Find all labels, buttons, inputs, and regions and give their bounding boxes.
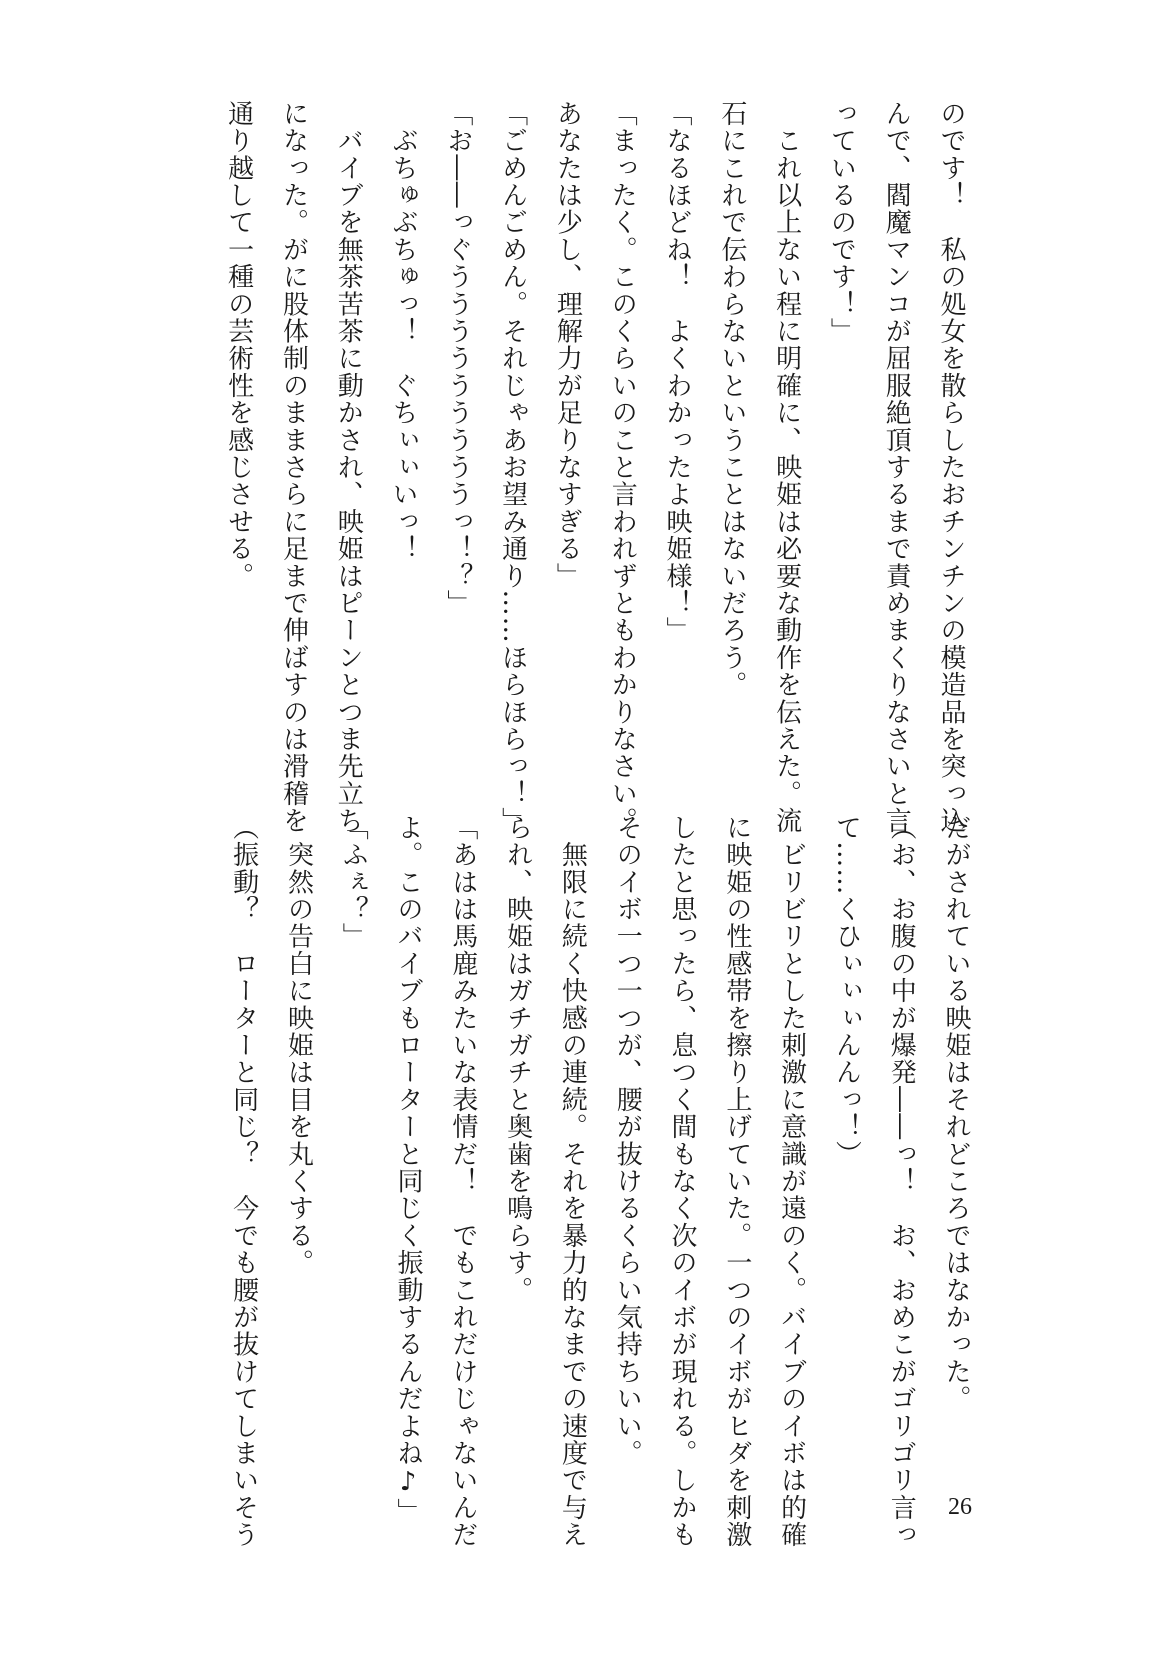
text-line: て……くひぃぃぃんんっ！） (831, 814, 862, 1168)
text-line: になった。がに股体制のままさらに足まで伸ばすのは滑稽を (278, 100, 309, 835)
text-line: に映姫の性感帯を擦り上げていた。一つのイボがヒダを刺激 (721, 814, 752, 1549)
text-line: 「ごめんごめん。それじゃあお望み通り……ほらほらっ！」 (497, 100, 528, 835)
text-line: んで、閻魔マンコが屈服絶頂するまで責めまくりなさいと言 (881, 100, 912, 835)
text-line: これ以上ない程に明確に、映姫は必要な動作を伝えた。流 (771, 100, 802, 835)
text-line: 「まったく。このくらいのこと言われずともわかりなさい。 (607, 100, 638, 835)
text-line: あなたは少し、理解力が足りなすぎる」 (552, 100, 583, 590)
text-line: られ、映姫はガチガチと奥歯を鳴らす。 (502, 814, 533, 1304)
text-line: ビリビリとした刺激に意識が遠のく。バイブのイボは的確 (776, 814, 807, 1549)
text-line: 突然の告白に映姫は目を丸くする。 (283, 814, 314, 1277)
upper-text-block (211, 100, 978, 835)
text-line: （振動？ ローターと同じ？ 今でも腰が抜けてしまいそう (228, 814, 259, 1549)
page-number: 26 (948, 1494, 972, 1520)
text-line: ぶちゅぶちゅっ！ ぐちぃぃいっ！ (388, 100, 419, 563)
text-line: そのイボ一つ一つが、腰が抜けるくらい気持ちいい。 (612, 814, 643, 1467)
text-line: だがされている映姫はそれどころではなかった。 (941, 814, 971, 1413)
text-line: バイブを無茶苦茶に動かされ、映姫はピーンとつま先立ち (333, 100, 364, 835)
text-line: （お、お腹の中が爆発――っ！ お、おめこがゴリゴリ言っ (886, 814, 917, 1549)
text-line: 「あはは馬鹿みたいな表情だ！ でもこれだけじゃないんだ (447, 814, 478, 1549)
text-line: 「お――っぐうううううううううっ！？」 (442, 100, 473, 617)
text-line: よ。このバイブもローターと同じく振動するんだよね♪」 (393, 814, 424, 1526)
text-line: のです！ 私の処女を散らしたおチンチンの模造品を突っ込 (936, 100, 966, 835)
text-line: っているのです！」 (826, 100, 857, 345)
text-line: したと思ったら、息つく間もなく次のイボが現れる。しかも (667, 814, 698, 1549)
text-line: 「ふぇ？」 (338, 814, 369, 950)
text-line: 通り越して一種の芸術性を感じさせる。 (223, 100, 254, 590)
text-line: 石にこれで伝わらないということはないだろう。 (716, 100, 747, 699)
text-line: 「なるほどね！ よくわかったよ映姫様！」 (662, 100, 693, 644)
text-line: 無限に続く快感の連続。それを暴力的なまでの速度で与え (557, 814, 588, 1549)
